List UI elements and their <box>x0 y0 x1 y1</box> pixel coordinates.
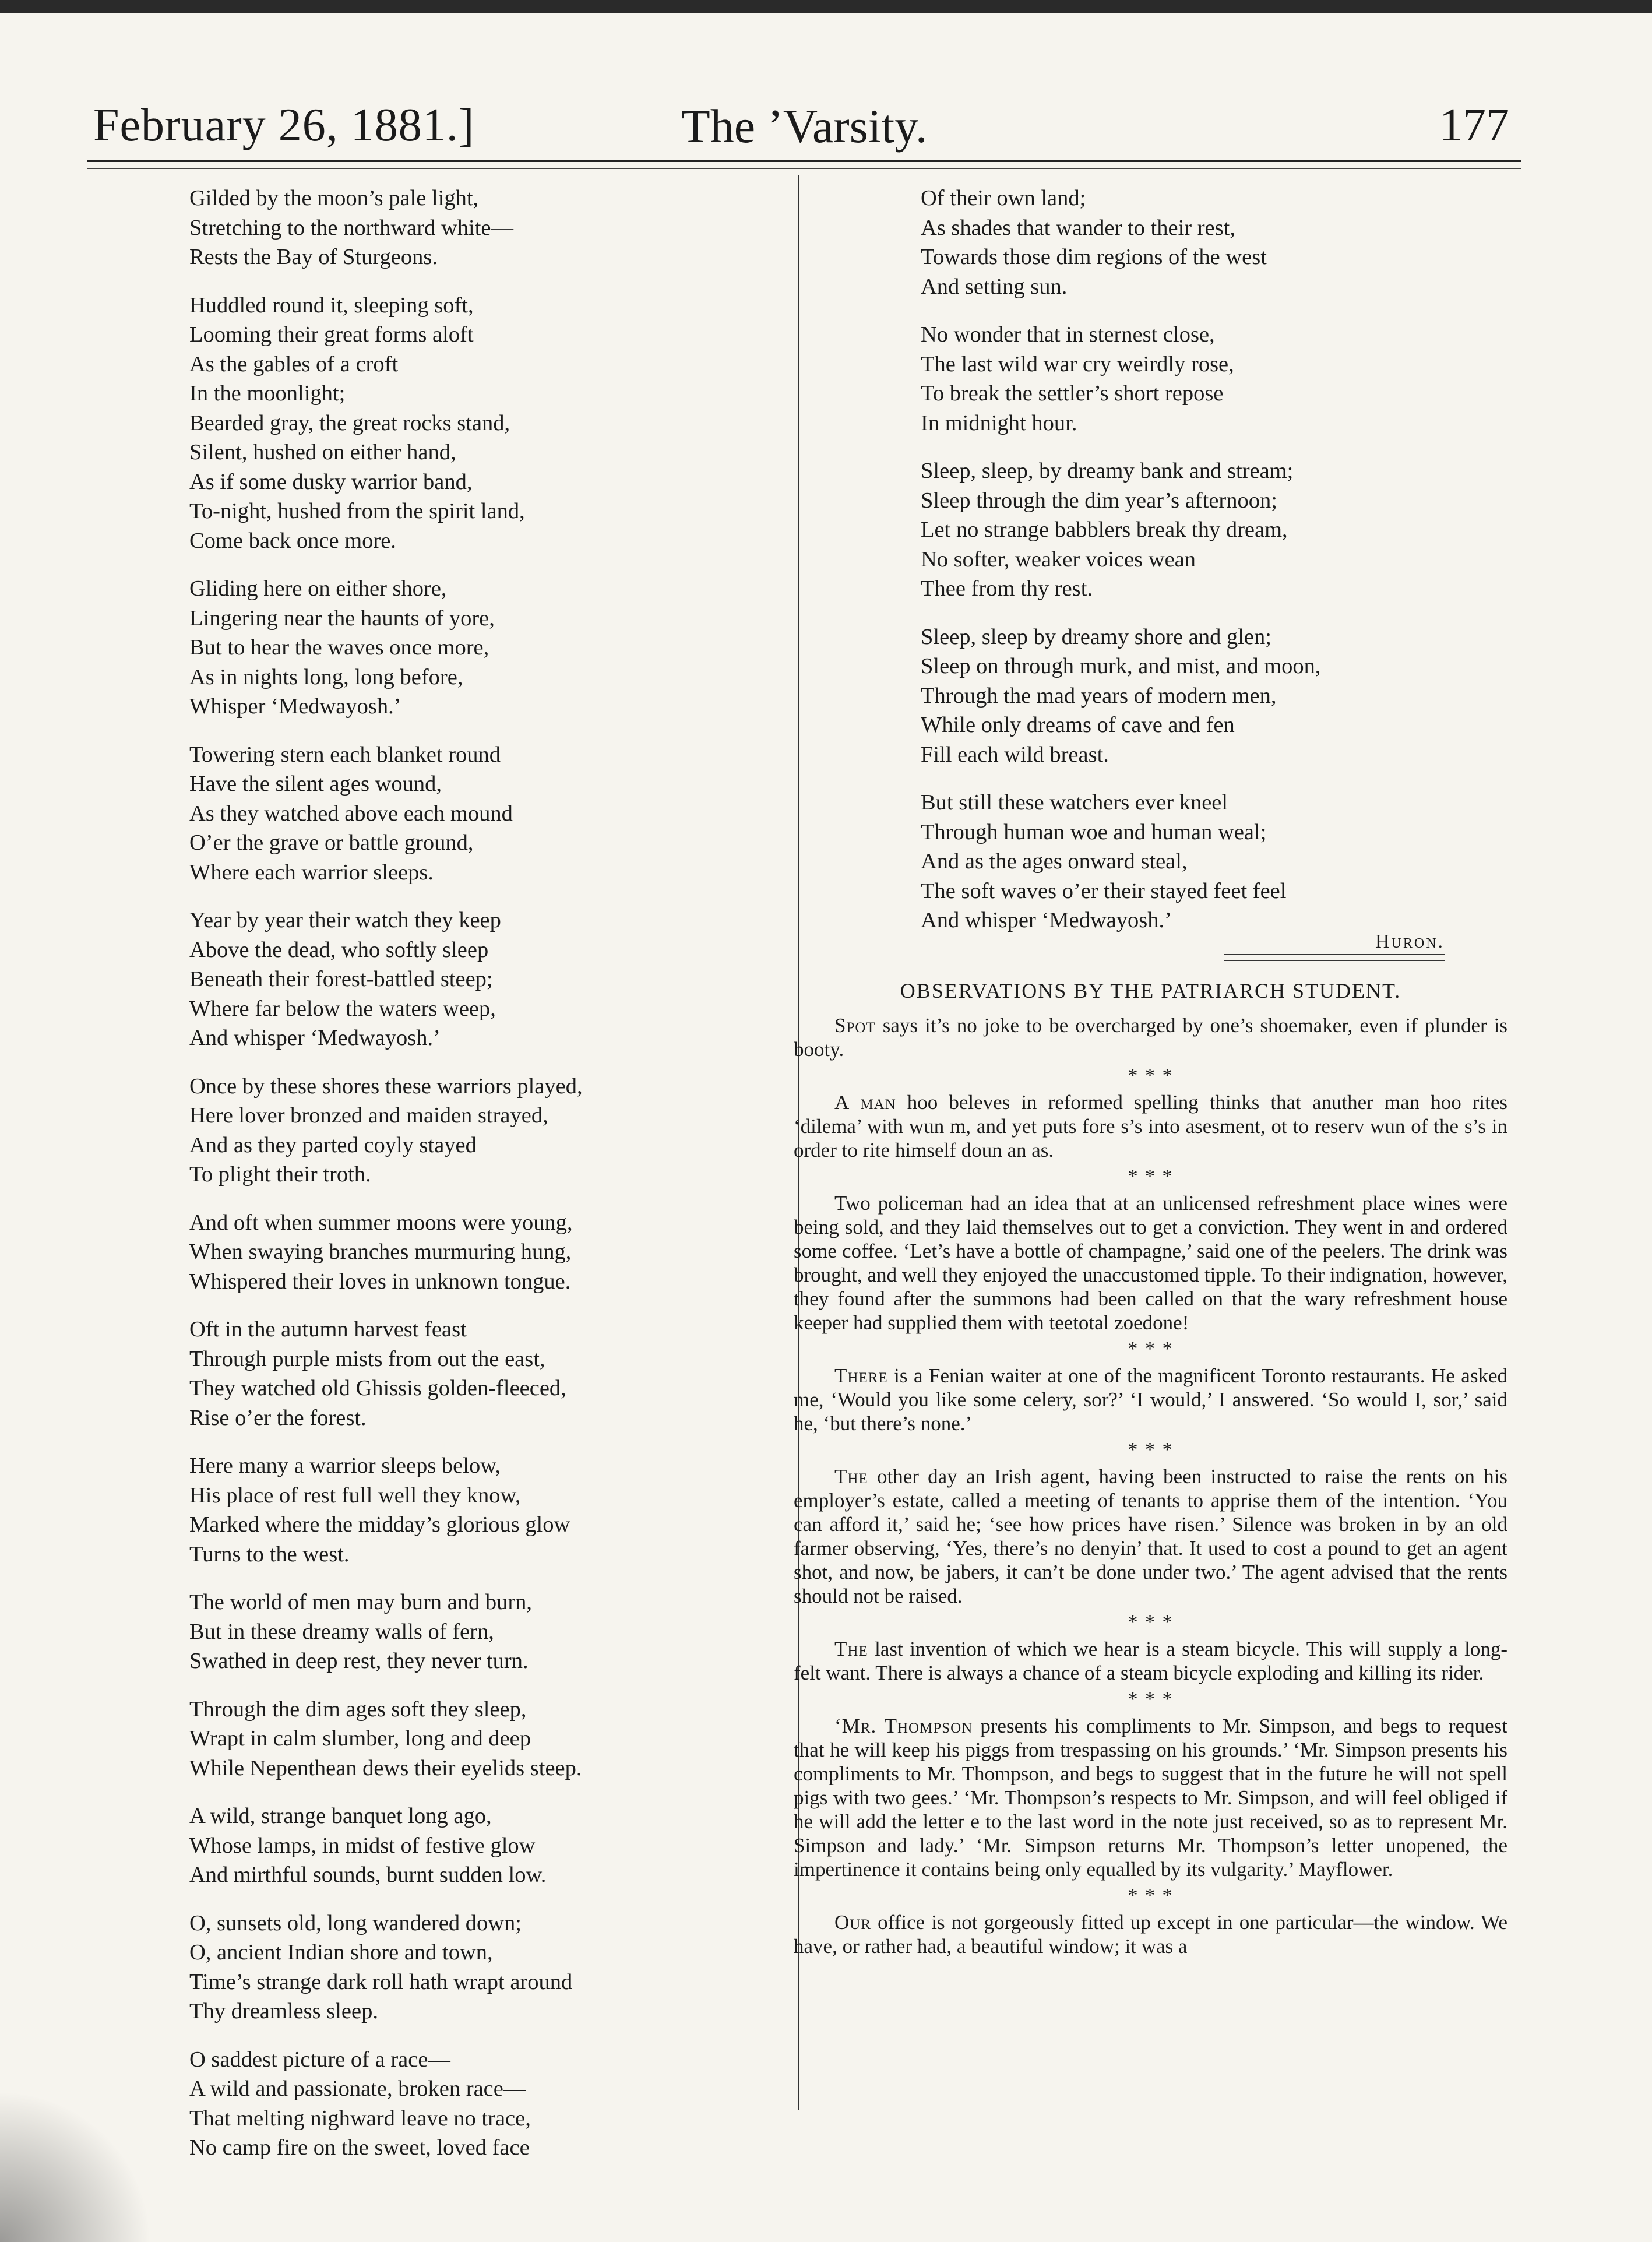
page-header <box>87 99 1521 186</box>
poem-line: The soft waves o’er their stayed feet feel <box>921 878 1287 903</box>
poem-stanza <box>189 906 778 1053</box>
poem-line: And as they parted coyly stayed <box>189 1132 477 1157</box>
poem-line: As shades that wander to their rest, <box>921 215 1235 240</box>
publication-title: The ’Varsity. <box>681 100 928 153</box>
poem-line: They watched old Ghissis golden-fleeced, <box>189 1376 566 1400</box>
poem-line: Through the mad years of modern men, <box>921 683 1277 708</box>
observation-paragraph: A man hoo beleves in reformed spelling thinks that anuther man hoo rites ‘dilema’ with wun m, and yet puts fore s’s into asesment, ot to reserv wun of the s’s in order to rite himself doun an as. <box>794 1091 1507 1162</box>
poem-line: Silent, hushed on either hand, <box>189 440 456 464</box>
poem-stanza <box>189 184 778 272</box>
poem-stanza <box>189 2045 778 2163</box>
page-number: 177 <box>1439 100 1509 151</box>
issue-date: February 26, 1881.] <box>93 100 475 151</box>
poem-stanza <box>189 1588 778 1676</box>
poem-line: Turns to the west. <box>189 1541 350 1567</box>
poem-line: But to hear the waves once more, <box>189 635 489 660</box>
poem-line: Bearded gray, the great rocks stand, <box>189 410 510 435</box>
poem-line: To-night, hushed from the spirit land, <box>189 499 525 523</box>
poem-line: O, sunsets old, long wandered down; <box>189 1910 522 1935</box>
paragraph-lead: The <box>834 1638 868 1660</box>
poem-line: While Nepenthean dews their eyelids steep. <box>189 1755 582 1780</box>
asterism-separator: * * * <box>1128 1065 1174 1086</box>
poem-line: As if some dusky warrior band, <box>189 469 473 494</box>
poem-line: Huddled round it, sleeping soft, <box>189 293 474 318</box>
poem-stanza <box>189 574 778 721</box>
paragraph-lead: Spot <box>834 1014 876 1037</box>
poem-line: Sleep, sleep, by dreamy bank and stream; <box>921 459 1294 483</box>
poem-line: Towering stern each blanket round <box>189 742 501 767</box>
poem-line: Through purple mists from out the east, <box>189 1346 545 1371</box>
poem-line: Stretching to the northward white— <box>189 215 513 240</box>
poem-line: And mirthful sounds, burnt sudden low. <box>189 1863 547 1887</box>
poem-stanza <box>189 1208 778 1297</box>
poem-line: O’er the grave or battle ground, <box>189 830 474 855</box>
poem-stanza <box>189 291 778 556</box>
poem-line: Fill each wild breast. <box>921 742 1109 767</box>
asterism-separator: * * * <box>1128 1439 1174 1460</box>
poem-line: Oft in the autumn harvest feast <box>189 1317 467 1342</box>
poem-line: No camp fire on the sweet, loved face <box>189 2135 530 2160</box>
asterism-separator: * * * <box>1128 1885 1174 1906</box>
poem-stanza <box>189 1072 778 1189</box>
poem-line: His place of rest full well they know, <box>189 1483 521 1508</box>
poem-line: Come back once more. <box>189 528 396 553</box>
poem-line: As the gables of a croft <box>189 351 399 376</box>
asterism-separator: * * * <box>1128 1338 1174 1360</box>
poem-stanza <box>921 456 1503 604</box>
poem-line: A wild and passionate, broken race— <box>189 2076 526 2101</box>
poem-line: And setting sun. <box>921 274 1068 299</box>
section-divider <box>1224 960 1445 961</box>
poem-line: Have the silent ages wound, <box>189 772 442 796</box>
poem-line: No softer, weaker voices wean <box>921 547 1196 572</box>
header-rule <box>87 160 1521 162</box>
observations-section <box>794 979 1507 1958</box>
poem-stanza <box>189 740 778 888</box>
poem-line: And oft when summer moons were young, <box>189 1210 573 1235</box>
section-divider <box>1224 954 1445 955</box>
poem-line: Whispered their loves in unknown tongue. <box>189 1269 571 1294</box>
poem-line: O saddest picture of a race— <box>189 2047 450 2072</box>
poem-line: Year by year their watch they keep <box>189 908 501 932</box>
poem-line: No wonder that in sternest close, <box>921 322 1215 347</box>
poem-left-column <box>189 184 778 2181</box>
poem-stanza <box>189 1315 778 1433</box>
poem-line: To break the settler’s short repose <box>921 381 1224 406</box>
poem-line: Time’s strange dark roll hath wrapt around <box>189 1969 573 1994</box>
paragraph-lead: A man <box>834 1091 896 1114</box>
page-top-edge <box>0 0 1652 13</box>
poem-line: As they watched above each mound <box>189 801 513 826</box>
poem-stanza <box>921 320 1503 438</box>
poem-line: When swaying branches murmuring hung, <box>189 1240 572 1264</box>
observation-paragraph: The other day an Irish agent, having been instructed to raise the rents on his employer’s estate, called a meeting of tenants to apprise them of the intention. ‘You can afford it,’ said he; ‘see how prices have risen.’ Silence was broken in by an old farmer observing, ‘Yes, there’s no denyin’ that. It used to cost a pound to get an agent shot, and now, be jabers, it can’t be done under two.’ The agent advised that the rents should not be raised. <box>794 1465 1507 1607</box>
poem-stanza <box>921 622 1503 770</box>
poem-line: To plight their troth. <box>189 1162 371 1187</box>
observation-paragraph: Spot says it’s no joke to be overcharged by one’s shoemaker, even if plunder is booty. <box>794 1014 1507 1061</box>
poem-line: Marked where the midday’s glorious glow <box>189 1512 570 1537</box>
asterism-separator: * * * <box>1128 1166 1174 1187</box>
poem-line: Whisper ‘Medwayosh.’ <box>189 694 401 719</box>
poem-line: And whisper ‘Medwayosh.’ <box>189 1026 441 1050</box>
poem-line: Beneath their forest-battled steep; <box>189 967 493 991</box>
poem-line: Towards those dim regions of the west <box>921 245 1267 269</box>
header-rule-thin <box>87 168 1521 169</box>
poem-line: Here lover bronzed and maiden strayed, <box>189 1103 548 1128</box>
poem-line: Thy dreamless sleep. <box>189 1999 378 2023</box>
poem-line: Wrapt in calm slumber, long and deep <box>189 1726 531 1751</box>
poem-stanza <box>189 1909 778 2026</box>
poem-line: Rests the Bay of Sturgeons. <box>189 245 438 269</box>
poem-line: And as the ages onward steal, <box>921 849 1188 874</box>
poem-signature: Huron. <box>1375 931 1445 952</box>
paragraph-lead: Our <box>834 1911 872 1934</box>
observation-paragraph: The last invention of which we hear is a steam bicycle. This will supply a long-felt want. There is always a chance of a steam bicycle exploding and killing its rider. <box>794 1638 1507 1684</box>
asterism-separator: * * * <box>1128 1688 1174 1710</box>
paragraph-lead: ‘Mr. Thompson <box>834 1715 973 1737</box>
poem-line: Of their own land; <box>921 186 1086 210</box>
poem-line: Where each warrior sleeps. <box>189 860 434 885</box>
poem-line: And whisper ‘Medwayosh.’ <box>921 908 1172 932</box>
poem-line: Gliding here on either shore, <box>189 576 447 601</box>
poem-line: The last wild war cry weirdly rose, <box>921 351 1234 376</box>
poem-line: Sleep, sleep by dreamy shore and glen; <box>921 624 1271 649</box>
paragraph-lead: The <box>834 1465 868 1488</box>
paragraph-lead: There <box>834 1364 888 1387</box>
poem-line: A wild, strange banquet long ago, <box>189 1804 492 1828</box>
poem-line: Here many a warrior sleeps below, <box>189 1453 501 1478</box>
observation-paragraph: ‘Mr. Thompson presents his compliments to Mr. Simpson, and begs to request that he will keep his piggs from trespassing on his grounds.’ ‘Mr. Simpson presents his compliments to Mr. Thompson, and begs to suggest that in the future he will not spell pigs with two gees.’ ‘Mr. Thompson’s respects to Mr. Simpson, and will feel obliged if he will add the letter e to the last word in the note just received, so as to represent Mr. Simpson and lady.’ ‘Mr. Simpson returns Mr. Thompson’s letter unopened, the impertinence it contains being only equalled by its vulgarity.’ Mayflower. <box>794 1715 1507 1881</box>
poem-line: Looming their great forms aloft <box>189 322 474 347</box>
poem-line: Sleep through the dim year’s afternoon; <box>921 488 1277 513</box>
poem-line: In the moonlight; <box>189 381 346 406</box>
poem-line: Whose lamps, in midst of festive glow <box>189 1833 536 1858</box>
poem-line: While only dreams of cave and fen <box>921 713 1235 737</box>
poem-line: Sleep on through murk, and mist, and moon, <box>921 654 1321 678</box>
poem-line: Through human woe and human weal; <box>921 819 1267 844</box>
poem-line: The world of men may burn and burn, <box>189 1590 533 1614</box>
poem-line: Let no strange babblers break thy dream, <box>921 518 1288 542</box>
poem-line: Gilded by the moon’s pale light, <box>189 186 479 210</box>
poem-line: Lingering near the haunts of yore, <box>189 606 495 631</box>
poem-stanza <box>921 184 1503 301</box>
poem-stanza <box>189 1451 778 1569</box>
poem-line: Once by these shores these warriors played, <box>189 1074 583 1099</box>
section-heading: OBSERVATIONS BY THE PATRIARCH STUDENT. <box>900 979 1401 1002</box>
poem-line: Swathed in deep rest, they never turn. <box>189 1649 529 1673</box>
poem-line: Thee from thy rest. <box>921 576 1093 601</box>
poem-stanza <box>921 788 1503 935</box>
poem-line: Through the dim ages soft they sleep, <box>189 1697 527 1722</box>
poem-stanza <box>189 1695 778 1783</box>
poem-line: O, ancient Indian shore and town, <box>189 1940 493 1965</box>
poem-line: But still these watchers ever kneel <box>921 790 1228 815</box>
asterism-separator: * * * <box>1128 1611 1174 1633</box>
poem-right-column <box>921 184 1503 961</box>
poem-line: As in nights long, long before, <box>189 664 463 689</box>
poem-line: Above the dead, who softly sleep <box>189 937 489 962</box>
poem-stanza <box>189 1801 778 1890</box>
observation-paragraph: Two policeman had an idea that at an unlicensed refreshment place wines were being sold, and they laid themselves out to get a conviction. They went in and ordered some coffee. ‘Let’s have a bottle of champagne,’ said one of the peelers. The drink was brought, and well they enjoyed the unaccustomed tipple. To their indignation, however, they found after the summons had been called on that the wary refreshment house keeper had supplied them with teetotal zoedone! <box>794 1192 1507 1334</box>
poem-line: Where far below the waters weep, <box>189 996 496 1021</box>
page-corner-shadow <box>0 2090 152 2242</box>
poem-line: Rise o’er the forest. <box>189 1405 367 1430</box>
poem-line: In midnight hour. <box>921 410 1077 435</box>
observation-paragraph: There is a Fenian waiter at one of the magnificent Toronto restaurants. He asked me, ‘Would you like some celery, sor?’ ‘I would,’ I answered. ‘So would I, sor,’ said he, ‘but there’s none.’ <box>794 1364 1507 1435</box>
poem-line: That melting nighward leave no trace, <box>189 2106 531 2131</box>
poem-line: But in these dreamy walls of fern, <box>189 1619 494 1644</box>
observation-paragraph: Our office is not gorgeously fitted up except in one particular—the window. We have, or rather had, a beautiful window; it was a <box>794 1911 1507 1958</box>
